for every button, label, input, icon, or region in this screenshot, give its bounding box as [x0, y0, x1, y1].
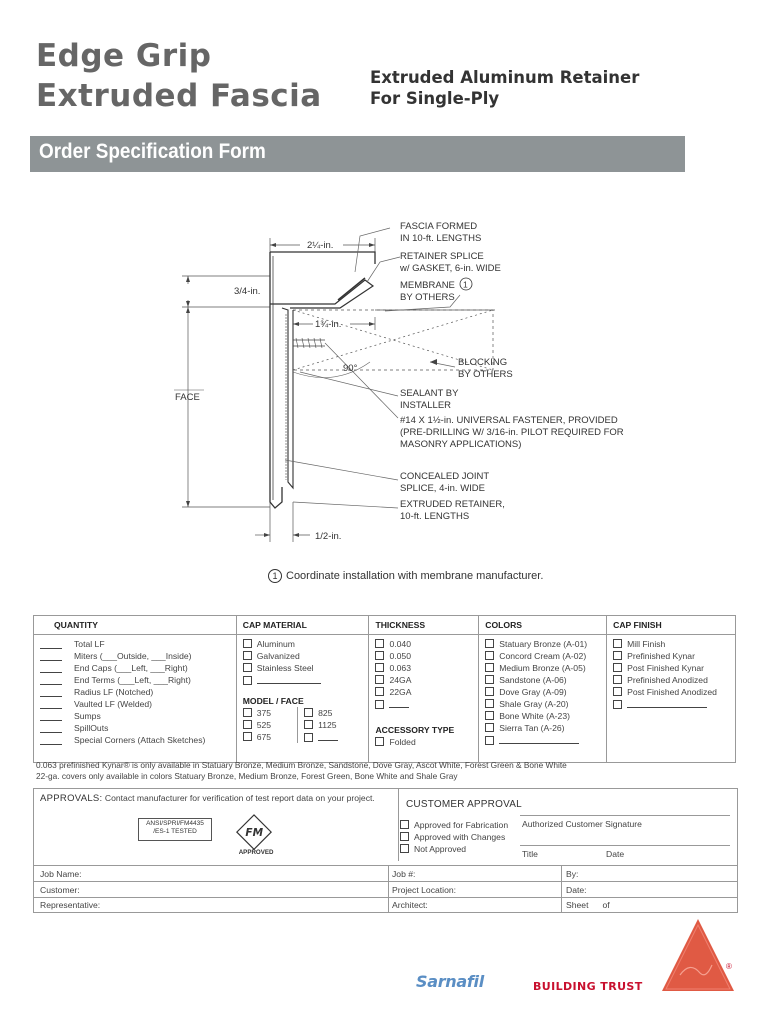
quantity-blank[interactable]	[40, 639, 62, 649]
cap-material-option: Galvanized	[256, 651, 300, 661]
checkbox[interactable]	[400, 844, 409, 853]
job-name-field[interactable]: Job Name:	[40, 869, 82, 879]
callout-retainer-2: 10-ft. LENGTHS	[400, 511, 470, 522]
callout-splice-1: RETAINER SPLICE	[400, 251, 484, 262]
thickness-option: 0.050	[389, 651, 411, 661]
quantity-blank[interactable]	[40, 651, 62, 661]
callout-blocking-2: BY OTHERS	[458, 369, 513, 380]
quantity-row: Radius LF (Notched)	[40, 686, 232, 698]
quantity-blank[interactable]	[40, 663, 62, 673]
checkbox[interactable]	[243, 732, 252, 741]
title-date-line[interactable]	[520, 845, 730, 846]
checkbox[interactable]	[375, 639, 384, 648]
approvals-divider	[398, 789, 399, 861]
angle-label: 90°	[343, 363, 358, 374]
color-option: Bone White (A-23)	[499, 711, 570, 721]
date-field[interactable]: Date:	[566, 885, 587, 895]
banner-label: Order Specification Form	[39, 140, 266, 163]
approvals-note: Contact manufacturer for verification of test report data on your project.	[104, 793, 375, 803]
note-line-1: 0.063 prefinished Kynar® is only available in Statuary Bronze, Medium Bronze, Sandstone, Dove Gray, Ascot White, Forest Green & Bone White	[36, 760, 567, 770]
color-option: Concord Cream (A-02)	[499, 651, 587, 661]
cap-finish-other-field[interactable]	[627, 698, 707, 708]
callout-membrane-1: MEMBRANE	[400, 280, 455, 291]
title-line-1: Edge Grip	[36, 38, 212, 74]
checkbox[interactable]	[304, 733, 313, 742]
checkbox[interactable]	[375, 737, 384, 746]
approval-option: Approved for Fabrication	[414, 820, 509, 830]
date-label: Date	[606, 849, 625, 859]
fascia-section-drawing	[160, 212, 640, 557]
header-cap-material: CAP MATERIAL	[236, 616, 369, 635]
thickness-option: 0.040	[389, 639, 411, 649]
approval-option: Not Approved	[414, 844, 467, 854]
checkbox[interactable]	[485, 663, 494, 672]
checkbox[interactable]	[400, 820, 409, 829]
customer-approval-options	[400, 819, 508, 855]
footnote-number: 1	[268, 569, 282, 583]
quantity-row: Sumps	[40, 710, 232, 722]
colors-column	[479, 635, 607, 763]
checkbox[interactable]	[613, 700, 622, 709]
fm-approved-text: APPROVED	[238, 849, 274, 855]
checkbox[interactable]	[613, 639, 622, 648]
order-spec-table	[33, 615, 736, 763]
checkbox[interactable]	[375, 675, 384, 684]
cap-material-column	[236, 635, 369, 763]
model-face-other-field[interactable]	[318, 731, 338, 741]
dim-width: 2¼-in.	[307, 240, 334, 251]
signature-line[interactable]	[520, 815, 730, 816]
subtitle-line-1: Extruded Aluminum Retainer	[370, 68, 640, 87]
checkbox[interactable]	[485, 651, 494, 660]
sarnafil-logo: Sarnafil	[416, 972, 484, 991]
quantity-row: End Terms (___Left, ___Right)	[40, 674, 232, 686]
cap-finish-option: Post Finished Anodized	[627, 687, 717, 697]
checkbox[interactable]	[304, 720, 313, 729]
model-face-option: 375	[256, 708, 272, 718]
cap-finish-option: Prefinished Kynar	[627, 651, 695, 661]
title-label: Title	[522, 849, 538, 859]
face-label: FACE	[175, 392, 200, 403]
checkbox[interactable]	[243, 639, 252, 648]
cap-finish-column	[607, 635, 736, 763]
model-face-option: 1125	[318, 720, 337, 730]
quantity-blank[interactable]	[40, 687, 62, 697]
thickness-option: 0.063	[389, 663, 411, 673]
cap-finish-option: Mill Finish	[627, 639, 666, 649]
checkbox[interactable]	[375, 700, 384, 709]
quantity-row: Miters (___Outside, ___Inside)	[40, 650, 232, 662]
quantity-blank[interactable]	[40, 699, 62, 709]
quantity-row: Vaulted LF (Welded)	[40, 698, 232, 710]
checkbox[interactable]	[400, 832, 409, 841]
subtitle-line-2: For Single-Ply	[370, 89, 500, 108]
checkbox[interactable]	[613, 675, 622, 684]
checkbox[interactable]	[485, 736, 494, 745]
quantity-row: Total LF	[40, 638, 232, 650]
checkbox[interactable]	[243, 663, 252, 672]
dim-bottom: 1/2-in.	[315, 531, 342, 542]
availability-notes	[36, 760, 567, 782]
callout-joint-2: SPLICE, 4-in. WIDE	[400, 483, 485, 494]
job-number-field[interactable]: Job #:	[392, 869, 416, 879]
callout-fastener-3: MASONRY APPLICATIONS)	[400, 439, 522, 450]
callout-sealant-2: INSTALLER	[400, 400, 452, 411]
sika-triangle-logo	[660, 917, 736, 993]
checkbox[interactable]	[485, 639, 494, 648]
color-option: Statuary Bronze (A-01)	[499, 639, 588, 649]
representative-field[interactable]: Representative:	[40, 900, 101, 910]
checkbox[interactable]	[243, 720, 252, 729]
color-option: Medium Bronze (A-05)	[499, 663, 586, 673]
callout-fascia-1: FASCIA FORMED	[400, 221, 478, 232]
quantity-blank[interactable]	[40, 711, 62, 721]
footnote-text: Coordinate installation with membrane manufacturer.	[286, 570, 544, 582]
checkbox[interactable]	[243, 651, 252, 660]
registered-mark: ®	[726, 962, 732, 971]
checkbox[interactable]	[485, 711, 494, 720]
by-field[interactable]: By:	[566, 869, 579, 879]
note-line-2: 22-ga. covers only available in colors Statuary Bronze, Medium Bronze, Forest Green, Bone White and Shale Gray	[36, 771, 458, 781]
checkbox[interactable]	[613, 651, 622, 660]
drawing-footnote	[268, 569, 543, 583]
quantity-row: SpillOuts	[40, 722, 232, 734]
customer-approval-heading: CUSTOMER APPROVAL	[406, 799, 522, 810]
checkbox[interactable]	[485, 675, 494, 684]
model-face-heading: MODEL / FACE	[242, 696, 304, 706]
header-cap-finish: CAP FINISH	[607, 616, 736, 635]
approvals-text	[40, 793, 375, 804]
customer-field[interactable]: Customer:	[40, 885, 80, 895]
color-option: Sandstone (A-06)	[499, 675, 567, 685]
checkbox[interactable]	[613, 663, 622, 672]
model-face-option: 825	[318, 708, 333, 718]
project-location-field[interactable]: Project Location:	[392, 885, 457, 895]
quantity-blank[interactable]	[40, 723, 62, 733]
approvals-label: APPROVALS:	[40, 793, 103, 804]
checkbox[interactable]	[613, 687, 622, 696]
approvals-section	[33, 788, 738, 913]
checkbox[interactable]	[485, 687, 494, 696]
model-face-option: 675	[256, 732, 272, 742]
signature-label: Authorized Customer Signature	[522, 819, 642, 829]
checkbox[interactable]	[375, 687, 384, 696]
checkbox[interactable]	[485, 699, 494, 708]
fm-approved-logo	[232, 813, 276, 855]
page-title	[36, 36, 322, 116]
quantity-row: End Caps (___Left, ___Right)	[40, 662, 232, 674]
cap-material-option: Aluminum	[256, 639, 295, 649]
callout-fascia-2: IN 10-ft. LENGTHS	[400, 233, 482, 244]
header-quantity: QUANTITY	[34, 616, 237, 635]
quantity-blank[interactable]	[40, 735, 62, 745]
checkbox[interactable]	[485, 723, 494, 732]
callout-retainer-1: EXTRUDED RETAINER,	[400, 499, 505, 510]
thickness-option: 22GA	[389, 687, 412, 697]
color-option: Shale Gray (A-20)	[499, 699, 569, 709]
dim-inner: 1¾-in.	[315, 319, 342, 330]
callout-sealant-1: SEALANT BY	[400, 388, 459, 399]
callout-fastener-2: (PRE-DRILLING W/ 3/16-in. PILOT REQUIRED FOR	[400, 427, 624, 438]
thickness-column	[369, 635, 479, 763]
accessory-option: Folded	[389, 737, 416, 747]
page-subtitle	[370, 67, 639, 109]
title-line-2: Extruded Fascia	[36, 78, 322, 114]
thickness-other-field[interactable]	[389, 698, 409, 708]
building-trust-tagline: BUILDING TRUST	[533, 980, 643, 993]
model-face-option: 525	[256, 720, 272, 730]
callout-membrane-2: BY OTHERS	[400, 292, 455, 303]
accessory-type-heading: ACCESSORY TYPE	[375, 725, 455, 735]
dim-top: 3/4-in.	[234, 286, 261, 297]
quantity-column	[34, 635, 237, 763]
checkbox[interactable]	[375, 651, 384, 660]
membrane-note-number: 1	[463, 279, 468, 290]
quantity-blank[interactable]	[40, 675, 62, 685]
header-colors: COLORS	[479, 616, 607, 635]
color-option: Dove Gray (A-09)	[499, 687, 567, 697]
fm-logo-text: FM	[245, 826, 264, 839]
callout-joint-1: CONCEALED JOINT	[400, 471, 490, 482]
approval-option: Approved with Changes	[414, 832, 506, 842]
sheet-field[interactable]: Sheet of	[566, 900, 610, 910]
cap-material-option: Stainless Steel	[256, 663, 314, 673]
callout-splice-2: w/ GASKET, 6-in. WIDE	[400, 263, 501, 274]
header-thickness: THICKNESS	[369, 616, 479, 635]
checkbox[interactable]	[243, 676, 252, 685]
checkbox[interactable]	[304, 708, 313, 717]
ansi-tested-badge: ANSI/SPRI/FM4435 /ES-1 TESTED	[138, 818, 212, 841]
form-banner	[30, 136, 685, 172]
callout-blocking-1: BLOCKING	[458, 357, 508, 368]
thickness-option: 24GA	[389, 675, 412, 685]
color-option: Sierra Tan (A-26)	[499, 723, 565, 733]
checkbox[interactable]	[243, 708, 252, 717]
cap-finish-option: Prefinished Anodized	[627, 675, 708, 685]
quantity-row: Special Corners (Attach Sketches)	[40, 734, 232, 746]
color-other-field[interactable]	[499, 734, 579, 744]
architect-field[interactable]: Architect:	[392, 900, 428, 910]
cap-finish-option: Post Finished Kynar	[627, 663, 705, 673]
cap-material-other-field[interactable]	[257, 674, 321, 684]
checkbox[interactable]	[375, 663, 384, 672]
callout-fastener-1: #14 X 1½-in. UNIVERSAL FASTENER, PROVIDED	[400, 415, 618, 426]
